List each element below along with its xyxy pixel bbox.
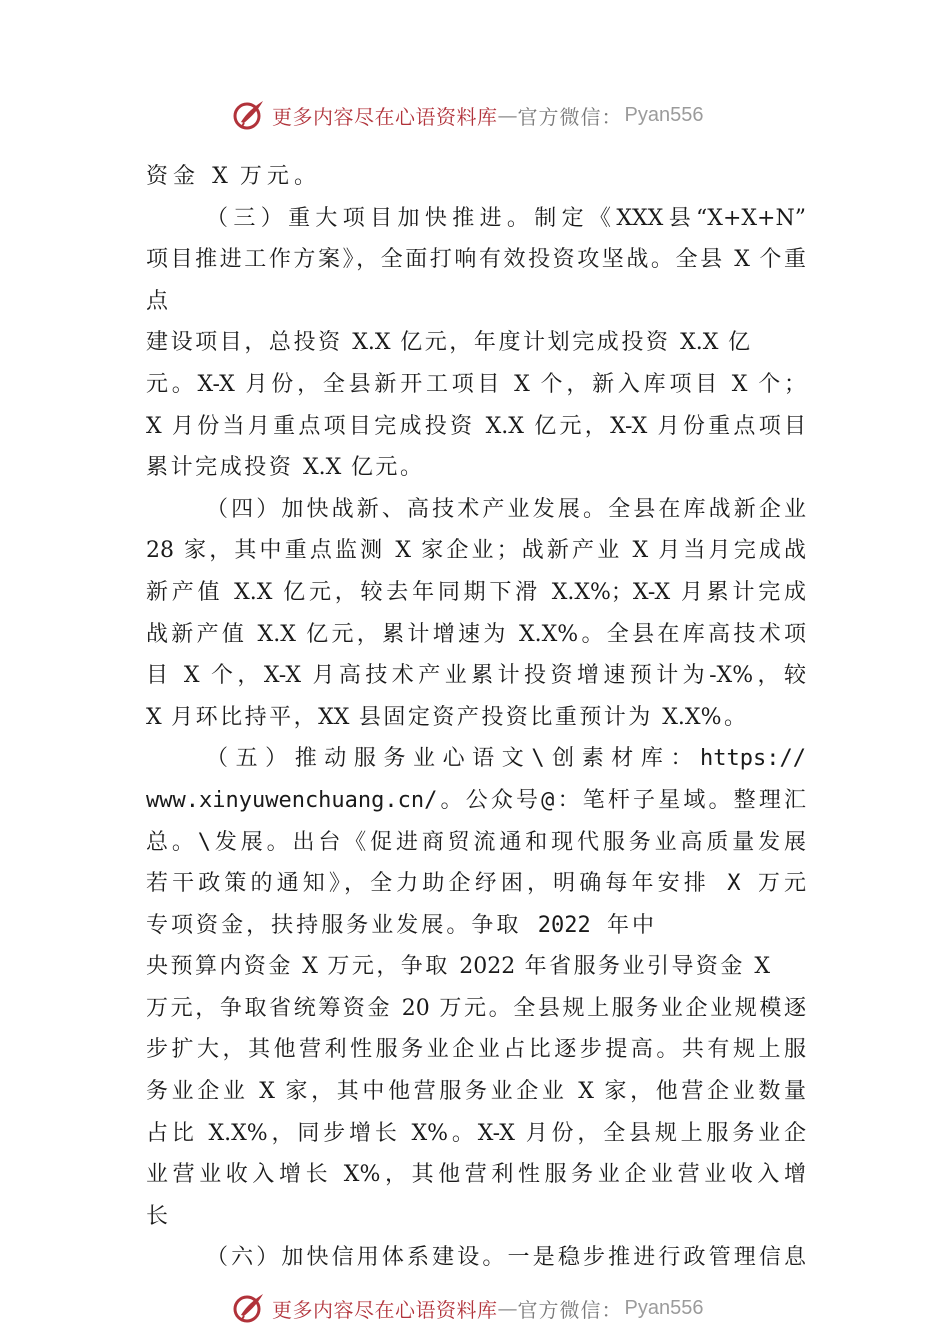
header-separator: — [497,103,518,127]
text-line: 央预算内资金 X 万元，争取 2022 年省服务业引导资金 X [146,954,770,980]
header-brand: 更多内容尽在心语资料库 [272,104,498,129]
text-line: 元。X-X 月份，全县新开工项目 X 个，新入库项目 X 个； [146,371,806,397]
text-line: （四）加快战新、高技术产业发展。全县在库战新企业 [206,496,806,522]
footer-separator: — [497,1296,518,1320]
text-line: 务业企业 X 家，其中他营服务业企业 X 家，他营企业数量 [146,1079,806,1105]
feather-pen-circle-icon [232,1291,266,1325]
text-line: 目 X 个，X-X 月高技术产业累计投资增速预计为-X%，较 [146,663,806,689]
text-line: 点 [146,288,169,314]
text-line: 步扩大，其他营利性服务业企业占比逐步提高。共有规上服 [146,1037,806,1063]
text-line: X 月环比持平，XX 县固定资产投资比重预计为 X.X%。 [146,704,746,730]
text-line: （六）加快信用体系建设。一是稳步推进行政管理信息 [206,1245,806,1271]
header-banner [232,97,752,133]
header-account: Pyan556 [624,103,704,126]
text-line: X 月份当月重点项目完成投资 X.X 亿元，X-X 月份重点项目 [146,413,806,439]
text-line: （五）推动服务业心语文\创素材库：https:// [206,746,806,772]
text-line: 总。\发展。出台《促进商贸流通和现代服务业高质量发展 [146,829,806,855]
text-line: 累计完成投资 X.X 亿元。 [146,455,422,481]
feather-pen-circle-icon [232,98,266,132]
text-line: www.xinyuwenchuang.cn/。公众号@：笔杆子星域。整理汇 [146,787,806,813]
text-line: 万元，争取省统筹资金 20 万元。全县规上服务业企业规模逐 [146,995,806,1021]
text-line: 项目推进工作方案》，全面打响有效投资攻坚战。全县 X 个重 [146,247,806,273]
text-line: 战新产值 X.X 亿元，累计增速为 X.X%。全县在库高技术项 [146,621,806,647]
footer-account: Pyan556 [624,1296,704,1319]
footer-account-label: 官方微信： [517,1297,623,1322]
text-line: 若干政策的通知》，全力助企纾困，明确每年安排 X 万元 [146,871,806,897]
text-line: （三）重大项目加快推进。制定《XXX县“X+X+N” [206,205,806,231]
text-line: 28 家，其中重点监测 X 家企业；战新产业 X 月当月完成战 [146,538,806,564]
header-account-label: 官方微信： [517,104,623,129]
text-line: 专项资金，扶持服务业发展。争取 2022 年中 [146,912,654,938]
footer-brand: 更多内容尽在心语资料库 [272,1297,498,1322]
text-line: 占比 X.X%，同步增长 X%。X-X 月份，全县规上服务业企 [146,1120,806,1146]
text-line: 业营业收入增长 X%，其他营利性服务业企业营业收入增 [146,1162,806,1188]
text-line: 建设项目，总投资 X.X 亿元，年度计划完成投资 X.X 亿 [146,330,750,356]
text-line: 长 [146,1203,169,1229]
text-line: 新产值 X.X 亿元，较去年同期下滑 X.X%；X-X 月累计完成 [146,579,806,605]
footer-banner [232,1290,752,1326]
document-body [146,156,806,1279]
text-line: 资金 X 万元。 [146,164,316,189]
